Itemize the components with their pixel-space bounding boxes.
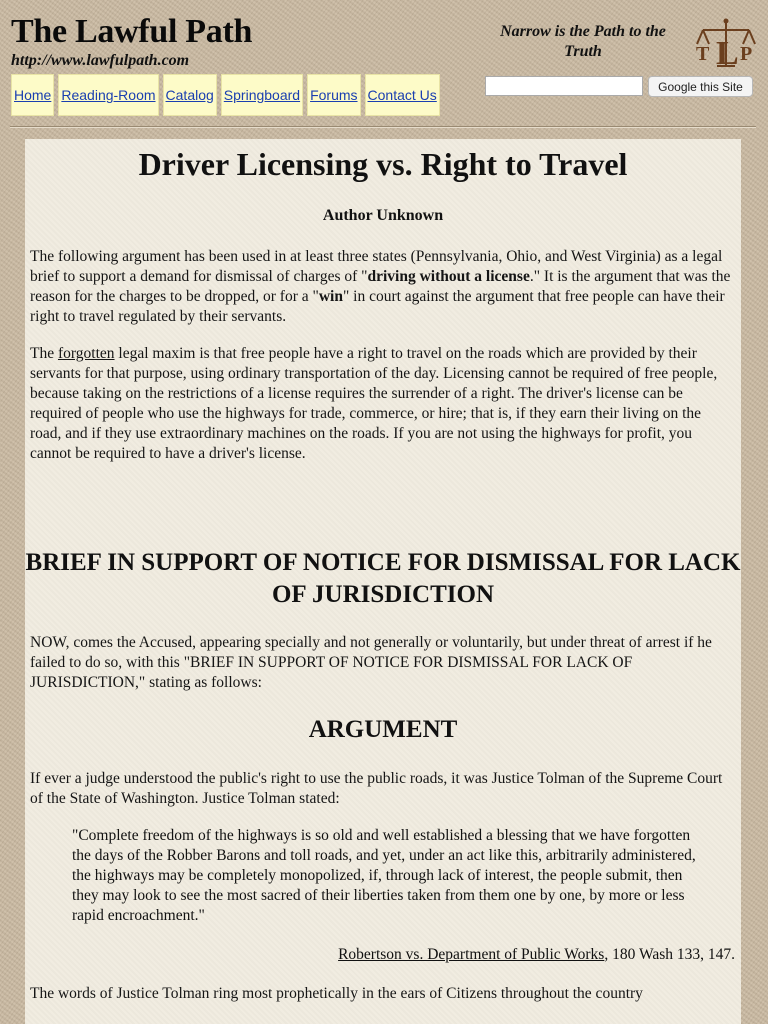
- article-author: Author Unknown: [322, 207, 444, 224]
- maxim-paragraph: [30, 344, 736, 464]
- maxim-text: legal maxim is that free people have a right to travel on the roads which are provided by their servants for that purpose, using ordinary transportation of the day. Licensing cannot be required of free people, because taking on the restrictions of a license requires the surrender of a right. The driver's license can be required of people who use the highways for trade, commerce, or hire; that is, if they earn their living on the road, and if they use extraordinary machines on the roads. If you are not using the highways for profit, you cannot be required to have a driver's license.: [30, 345, 718, 462]
- intro-text: " in court against the argument that free people can have their right to travel regulated by their servants.: [30, 288, 725, 325]
- nav-contact-us-link[interactable]: Contact Us: [365, 74, 440, 116]
- nav-reading-room-link[interactable]: Reading-Room: [58, 74, 158, 116]
- main-nav: [11, 74, 440, 116]
- closing-paragraph: The words of Justice Tolman ring most prophetically in the ears of Citizens throughout the country: [30, 985, 643, 1002]
- nav-forums-link[interactable]: Forums: [307, 74, 360, 116]
- logo-letter-p: P: [740, 43, 753, 65]
- page-title: Driver Licensing vs. Right to Travel: [138, 146, 628, 182]
- site-title: The Lawful Path: [11, 13, 253, 50]
- nav-home-link[interactable]: Home: [11, 74, 54, 116]
- case-citation: [338, 945, 735, 965]
- site-url: http://www.lawfulpath.com: [11, 52, 190, 69]
- header-divider: [10, 126, 756, 128]
- tolman-quote: "Complete freedom of the highways is so old and well established a blessing that we have forgotten the days of the Robber Barons and toll roads, and yet, under an act like this, arbitrarily administered, the highways may be completely monopolized, if, through lack of interest, the people submit, then they may look to see the most sacred of their liberties taken from them one by one, by more or less rapid encroachment.": [72, 827, 696, 924]
- nav-springboard-link[interactable]: Springboard: [221, 74, 303, 116]
- brief-heading: BRIEF IN SUPPORT OF NOTICE FOR DISMISSAL FOR LACK OF JURISDICTION: [25, 549, 741, 608]
- article-content: [25, 139, 741, 1024]
- case-citation-ref: , 180 Wash 133, 147.: [604, 946, 735, 963]
- logo-letter-l: L: [716, 35, 739, 72]
- argument-heading: ARGUMENT: [308, 716, 458, 743]
- nav-catalog-link[interactable]: Catalog: [163, 74, 217, 116]
- google-search-button[interactable]: Google this Site: [648, 76, 753, 97]
- tolman-paragraph: If ever a judge understood the public's right to use the public roads, it was Justice Tolman of the Supreme Court of the State of Washington. Justice Tolman stated:: [30, 770, 723, 807]
- intro-text: The following argument has been used in at least three states (Pennsylvania, Ohio, and West Virginia) as a legal brief to support a demand for dismissal of charges of ": [30, 248, 723, 285]
- maxim-text: The: [30, 345, 58, 362]
- intro-paragraph: [30, 247, 736, 327]
- scales-logo-icon: [693, 16, 759, 72]
- case-citation-link[interactable]: Robertson vs. Department of Public Works: [338, 946, 605, 963]
- search-input[interactable]: [485, 76, 643, 96]
- intro-bold-phrase: driving without a license: [367, 268, 530, 285]
- intro-text: ." It is the argument that was the reason for the charges to be dropped, or for a ": [30, 268, 731, 305]
- intro-bold-word: win: [318, 288, 343, 305]
- site-tagline: Narrow is the Path to the Truth: [500, 23, 666, 60]
- maxim-underlined-word: forgotten: [57, 345, 115, 362]
- logo-letter-t: T: [696, 43, 710, 65]
- accused-paragraph: NOW, comes the Accused, appearing specially and not generally or voluntarily, but under threat of arrest if he failed to do so, with this "BRIEF IN SUPPORT OF NOTICE FOR DISMISSAL FOR LACK OF JURISDICTION," stating as follows:: [30, 634, 712, 691]
